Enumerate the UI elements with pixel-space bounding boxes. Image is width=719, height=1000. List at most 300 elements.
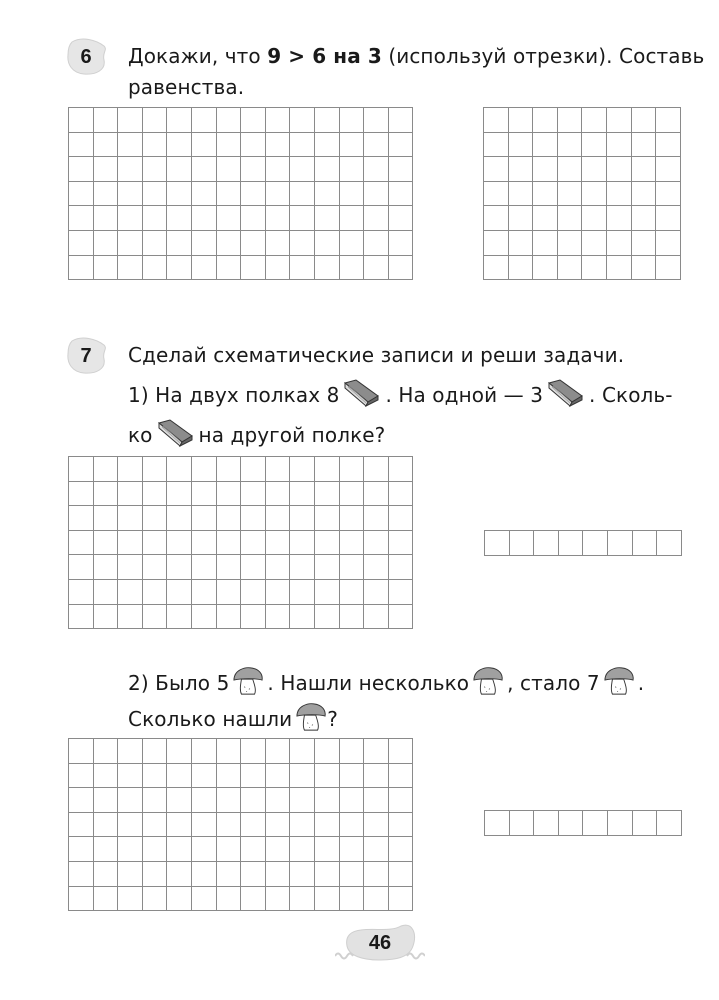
- grid-cell[interactable]: [167, 133, 192, 158]
- grid-cell[interactable]: [389, 837, 414, 862]
- grid-cell[interactable]: [69, 788, 94, 813]
- grid-cell[interactable]: [266, 108, 291, 133]
- grid-cell[interactable]: [582, 206, 607, 231]
- grid-cell[interactable]: [143, 482, 168, 507]
- grid-cell[interactable]: [217, 764, 242, 789]
- grid-cell[interactable]: [656, 133, 681, 158]
- grid-cell[interactable]: [608, 811, 633, 836]
- grid-cell[interactable]: [389, 231, 414, 256]
- grid-cell[interactable]: [118, 862, 143, 887]
- grid-cell[interactable]: [534, 811, 559, 836]
- grid-cell[interactable]: [558, 256, 583, 281]
- grid-cell[interactable]: [533, 256, 558, 281]
- grid-cell[interactable]: [266, 457, 291, 482]
- grid-cell[interactable]: [69, 206, 94, 231]
- drawing-grid[interactable]: [68, 107, 413, 280]
- grid-cell[interactable]: [69, 813, 94, 838]
- grid-cell[interactable]: [69, 256, 94, 281]
- grid-cell[interactable]: [143, 764, 168, 789]
- grid-cell[interactable]: [582, 157, 607, 182]
- grid-cell[interactable]: [290, 457, 315, 482]
- grid-cell[interactable]: [389, 482, 414, 507]
- grid-cell[interactable]: [533, 182, 558, 207]
- grid-cell[interactable]: [94, 157, 119, 182]
- grid-cell[interactable]: [241, 182, 266, 207]
- grid-cell[interactable]: [607, 256, 632, 281]
- grid-cell[interactable]: [94, 862, 119, 887]
- grid-cell[interactable]: [143, 506, 168, 531]
- grid-cell[interactable]: [266, 862, 291, 887]
- grid-cell[interactable]: [632, 133, 657, 158]
- grid-cell[interactable]: [241, 206, 266, 231]
- grid-cell[interactable]: [340, 887, 365, 912]
- grid-cell[interactable]: [315, 887, 340, 912]
- grid-cell[interactable]: [290, 157, 315, 182]
- grid-cell[interactable]: [340, 182, 365, 207]
- grid-cell[interactable]: [582, 256, 607, 281]
- grid-cell[interactable]: [241, 506, 266, 531]
- drawing-grid[interactable]: [483, 107, 681, 280]
- grid-cell[interactable]: [192, 605, 217, 630]
- grid-cell[interactable]: [94, 531, 119, 556]
- grid-cell[interactable]: [340, 133, 365, 158]
- grid-cell[interactable]: [167, 182, 192, 207]
- grid-cell[interactable]: [389, 108, 414, 133]
- grid-cell[interactable]: [167, 531, 192, 556]
- grid-cell[interactable]: [118, 580, 143, 605]
- grid-cell[interactable]: [389, 788, 414, 813]
- grid-cell[interactable]: [364, 605, 389, 630]
- grid-cell[interactable]: [266, 739, 291, 764]
- grid-cell[interactable]: [559, 531, 584, 556]
- grid-cell[interactable]: [217, 506, 242, 531]
- grid-cell[interactable]: [143, 862, 168, 887]
- grid-cell[interactable]: [94, 482, 119, 507]
- grid-cell[interactable]: [364, 457, 389, 482]
- grid-cell[interactable]: [94, 739, 119, 764]
- grid-cell[interactable]: [364, 133, 389, 158]
- grid-cell[interactable]: [389, 531, 414, 556]
- grid-cell[interactable]: [192, 256, 217, 281]
- grid-cell[interactable]: [167, 788, 192, 813]
- grid-cell[interactable]: [315, 206, 340, 231]
- grid-cell[interactable]: [533, 133, 558, 158]
- grid-cell[interactable]: [389, 862, 414, 887]
- grid-cell[interactable]: [94, 256, 119, 281]
- grid-cell[interactable]: [364, 788, 389, 813]
- grid-cell[interactable]: [290, 231, 315, 256]
- grid-cell[interactable]: [558, 157, 583, 182]
- grid-cell[interactable]: [484, 206, 509, 231]
- grid-cell[interactable]: [192, 206, 217, 231]
- grid-cell[interactable]: [143, 531, 168, 556]
- grid-cell[interactable]: [389, 206, 414, 231]
- grid-cell[interactable]: [364, 182, 389, 207]
- grid-cell[interactable]: [364, 887, 389, 912]
- grid-cell[interactable]: [118, 256, 143, 281]
- grid-cell[interactable]: [143, 157, 168, 182]
- grid-cell[interactable]: [217, 457, 242, 482]
- grid-cell[interactable]: [118, 764, 143, 789]
- grid-cell[interactable]: [340, 457, 365, 482]
- grid-cell[interactable]: [656, 206, 681, 231]
- grid-cell[interactable]: [558, 182, 583, 207]
- grid-cell[interactable]: [94, 788, 119, 813]
- grid-cell[interactable]: [241, 580, 266, 605]
- grid-cell[interactable]: [607, 182, 632, 207]
- grid-cell[interactable]: [118, 531, 143, 556]
- grid-cell[interactable]: [192, 555, 217, 580]
- grid-cell[interactable]: [290, 531, 315, 556]
- grid-cell[interactable]: [192, 764, 217, 789]
- grid-cell[interactable]: [69, 506, 94, 531]
- grid-cell[interactable]: [192, 482, 217, 507]
- grid-cell[interactable]: [389, 555, 414, 580]
- grid-cell[interactable]: [290, 580, 315, 605]
- grid-cell[interactable]: [389, 157, 414, 182]
- grid-cell[interactable]: [389, 887, 414, 912]
- grid-cell[interactable]: [266, 555, 291, 580]
- grid-cell[interactable]: [632, 231, 657, 256]
- grid-cell[interactable]: [118, 133, 143, 158]
- grid-cell[interactable]: [217, 531, 242, 556]
- grid-cell[interactable]: [167, 813, 192, 838]
- grid-cell[interactable]: [558, 206, 583, 231]
- grid-cell[interactable]: [192, 108, 217, 133]
- grid-cell[interactable]: [94, 813, 119, 838]
- grid-cell[interactable]: [509, 108, 534, 133]
- grid-cell[interactable]: [315, 813, 340, 838]
- grid-cell[interactable]: [364, 531, 389, 556]
- grid-cell[interactable]: [266, 887, 291, 912]
- grid-cell[interactable]: [192, 788, 217, 813]
- grid-cell[interactable]: [607, 206, 632, 231]
- grid-cell[interactable]: [510, 811, 535, 836]
- grid-cell[interactable]: [657, 531, 682, 556]
- grid-cell[interactable]: [509, 206, 534, 231]
- grid-cell[interactable]: [69, 231, 94, 256]
- grid-cell[interactable]: [167, 457, 192, 482]
- grid-cell[interactable]: [217, 605, 242, 630]
- grid-cell[interactable]: [582, 182, 607, 207]
- grid-cell[interactable]: [118, 457, 143, 482]
- grid-cell[interactable]: [118, 157, 143, 182]
- grid-cell[interactable]: [533, 108, 558, 133]
- grid-cell[interactable]: [315, 739, 340, 764]
- grid-cell[interactable]: [118, 887, 143, 912]
- grid-cell[interactable]: [94, 108, 119, 133]
- grid-cell[interactable]: [118, 206, 143, 231]
- grid-cell[interactable]: [266, 182, 291, 207]
- grid-cell[interactable]: [315, 506, 340, 531]
- grid-cell[interactable]: [217, 256, 242, 281]
- grid-cell[interactable]: [509, 157, 534, 182]
- grid-cell[interactable]: [290, 813, 315, 838]
- grid-cell[interactable]: [94, 133, 119, 158]
- grid-cell[interactable]: [290, 605, 315, 630]
- grid-cell[interactable]: [217, 788, 242, 813]
- grid-cell[interactable]: [118, 605, 143, 630]
- grid-cell[interactable]: [69, 605, 94, 630]
- grid-cell[interactable]: [656, 256, 681, 281]
- grid-cell[interactable]: [582, 231, 607, 256]
- grid-cell[interactable]: [266, 157, 291, 182]
- grid-cell[interactable]: [656, 108, 681, 133]
- grid-cell[interactable]: [583, 531, 608, 556]
- grid-cell[interactable]: [217, 182, 242, 207]
- grid-cell[interactable]: [389, 605, 414, 630]
- grid-cell[interactable]: [94, 887, 119, 912]
- grid-cell[interactable]: [340, 531, 365, 556]
- grid-cell[interactable]: [167, 862, 192, 887]
- grid-cell[interactable]: [266, 764, 291, 789]
- grid-cell[interactable]: [364, 580, 389, 605]
- grid-cell[interactable]: [167, 605, 192, 630]
- grid-cell[interactable]: [266, 482, 291, 507]
- grid-cell[interactable]: [533, 157, 558, 182]
- grid-cell[interactable]: [484, 157, 509, 182]
- answer-boxes[interactable]: [484, 530, 682, 556]
- grid-cell[interactable]: [167, 256, 192, 281]
- grid-cell[interactable]: [290, 788, 315, 813]
- grid-cell[interactable]: [241, 605, 266, 630]
- grid-cell[interactable]: [389, 182, 414, 207]
- grid-cell[interactable]: [167, 482, 192, 507]
- grid-cell[interactable]: [534, 531, 559, 556]
- grid-cell[interactable]: [364, 764, 389, 789]
- grid-cell[interactable]: [559, 811, 584, 836]
- grid-cell[interactable]: [484, 182, 509, 207]
- grid-cell[interactable]: [192, 157, 217, 182]
- grid-cell[interactable]: [340, 108, 365, 133]
- grid-cell[interactable]: [118, 813, 143, 838]
- grid-cell[interactable]: [290, 555, 315, 580]
- grid-cell[interactable]: [69, 182, 94, 207]
- grid-cell[interactable]: [340, 506, 365, 531]
- grid-cell[interactable]: [143, 788, 168, 813]
- grid-cell[interactable]: [143, 256, 168, 281]
- grid-cell[interactable]: [607, 108, 632, 133]
- grid-cell[interactable]: [484, 256, 509, 281]
- grid-cell[interactable]: [118, 739, 143, 764]
- grid-cell[interactable]: [633, 531, 658, 556]
- grid-cell[interactable]: [364, 837, 389, 862]
- grid-cell[interactable]: [217, 157, 242, 182]
- grid-cell[interactable]: [340, 764, 365, 789]
- grid-cell[interactable]: [656, 182, 681, 207]
- grid-cell[interactable]: [118, 788, 143, 813]
- grid-cell[interactable]: [94, 231, 119, 256]
- grid-cell[interactable]: [364, 482, 389, 507]
- grid-cell[interactable]: [241, 887, 266, 912]
- grid-cell[interactable]: [389, 506, 414, 531]
- grid-cell[interactable]: [657, 811, 682, 836]
- grid-cell[interactable]: [69, 580, 94, 605]
- grid-cell[interactable]: [582, 108, 607, 133]
- grid-cell[interactable]: [315, 531, 340, 556]
- grid-cell[interactable]: [290, 482, 315, 507]
- grid-cell[interactable]: [217, 580, 242, 605]
- grid-cell[interactable]: [94, 605, 119, 630]
- grid-cell[interactable]: [217, 108, 242, 133]
- grid-cell[interactable]: [241, 555, 266, 580]
- grid-cell[interactable]: [69, 862, 94, 887]
- grid-cell[interactable]: [192, 887, 217, 912]
- grid-cell[interactable]: [118, 182, 143, 207]
- answer-boxes[interactable]: [484, 810, 682, 836]
- grid-cell[interactable]: [266, 788, 291, 813]
- grid-cell[interactable]: [389, 739, 414, 764]
- grid-cell[interactable]: [364, 157, 389, 182]
- grid-cell[interactable]: [241, 457, 266, 482]
- grid-cell[interactable]: [94, 764, 119, 789]
- grid-cell[interactable]: [192, 231, 217, 256]
- grid-cell[interactable]: [315, 764, 340, 789]
- grid-cell[interactable]: [192, 813, 217, 838]
- grid-cell[interactable]: [315, 605, 340, 630]
- grid-cell[interactable]: [192, 182, 217, 207]
- grid-cell[interactable]: [583, 811, 608, 836]
- grid-cell[interactable]: [118, 837, 143, 862]
- grid-cell[interactable]: [217, 482, 242, 507]
- grid-cell[interactable]: [656, 157, 681, 182]
- grid-cell[interactable]: [143, 182, 168, 207]
- grid-cell[interactable]: [509, 133, 534, 158]
- grid-cell[interactable]: [510, 531, 535, 556]
- grid-cell[interactable]: [340, 580, 365, 605]
- grid-cell[interactable]: [118, 555, 143, 580]
- grid-cell[interactable]: [143, 605, 168, 630]
- grid-cell[interactable]: [217, 206, 242, 231]
- grid-cell[interactable]: [290, 837, 315, 862]
- grid-cell[interactable]: [533, 206, 558, 231]
- grid-cell[interactable]: [389, 457, 414, 482]
- grid-cell[interactable]: [315, 108, 340, 133]
- grid-cell[interactable]: [241, 739, 266, 764]
- grid-cell[interactable]: [315, 256, 340, 281]
- grid-cell[interactable]: [69, 764, 94, 789]
- grid-cell[interactable]: [94, 555, 119, 580]
- grid-cell[interactable]: [315, 555, 340, 580]
- grid-cell[interactable]: [315, 182, 340, 207]
- grid-cell[interactable]: [69, 133, 94, 158]
- grid-cell[interactable]: [69, 837, 94, 862]
- grid-cell[interactable]: [290, 256, 315, 281]
- grid-cell[interactable]: [558, 133, 583, 158]
- grid-cell[interactable]: [217, 133, 242, 158]
- grid-cell[interactable]: [69, 739, 94, 764]
- grid-cell[interactable]: [94, 457, 119, 482]
- grid-cell[interactable]: [509, 182, 534, 207]
- grid-cell[interactable]: [192, 580, 217, 605]
- grid-cell[interactable]: [485, 811, 510, 836]
- grid-cell[interactable]: [364, 506, 389, 531]
- grid-cell[interactable]: [656, 231, 681, 256]
- grid-cell[interactable]: [340, 482, 365, 507]
- grid-cell[interactable]: [389, 133, 414, 158]
- grid-cell[interactable]: [217, 837, 242, 862]
- grid-cell[interactable]: [167, 157, 192, 182]
- grid-cell[interactable]: [484, 133, 509, 158]
- grid-cell[interactable]: [315, 482, 340, 507]
- grid-cell[interactable]: [143, 580, 168, 605]
- grid-cell[interactable]: [94, 580, 119, 605]
- grid-cell[interactable]: [217, 813, 242, 838]
- grid-cell[interactable]: [241, 788, 266, 813]
- grid-cell[interactable]: [143, 837, 168, 862]
- grid-cell[interactable]: [290, 862, 315, 887]
- grid-cell[interactable]: [389, 764, 414, 789]
- grid-cell[interactable]: [607, 133, 632, 158]
- grid-cell[interactable]: [217, 739, 242, 764]
- grid-cell[interactable]: [266, 531, 291, 556]
- grid-cell[interactable]: [633, 811, 658, 836]
- grid-cell[interactable]: [364, 108, 389, 133]
- grid-cell[interactable]: [167, 108, 192, 133]
- grid-cell[interactable]: [290, 739, 315, 764]
- grid-cell[interactable]: [167, 506, 192, 531]
- grid-cell[interactable]: [364, 231, 389, 256]
- grid-cell[interactable]: [364, 206, 389, 231]
- grid-cell[interactable]: [340, 605, 365, 630]
- grid-cell[interactable]: [315, 837, 340, 862]
- grid-cell[interactable]: [94, 206, 119, 231]
- grid-cell[interactable]: [364, 256, 389, 281]
- grid-cell[interactable]: [69, 531, 94, 556]
- grid-cell[interactable]: [69, 457, 94, 482]
- grid-cell[interactable]: [315, 862, 340, 887]
- grid-cell[interactable]: [167, 887, 192, 912]
- grid-cell[interactable]: [94, 837, 119, 862]
- grid-cell[interactable]: [340, 256, 365, 281]
- grid-cell[interactable]: [167, 764, 192, 789]
- grid-cell[interactable]: [69, 887, 94, 912]
- grid-cell[interactable]: [582, 133, 607, 158]
- grid-cell[interactable]: [485, 531, 510, 556]
- grid-cell[interactable]: [118, 506, 143, 531]
- grid-cell[interactable]: [167, 206, 192, 231]
- grid-cell[interactable]: [217, 887, 242, 912]
- grid-cell[interactable]: [167, 231, 192, 256]
- grid-cell[interactable]: [69, 157, 94, 182]
- grid-cell[interactable]: [192, 506, 217, 531]
- grid-cell[interactable]: [241, 531, 266, 556]
- grid-cell[interactable]: [389, 256, 414, 281]
- grid-cell[interactable]: [167, 580, 192, 605]
- grid-cell[interactable]: [192, 739, 217, 764]
- grid-cell[interactable]: [290, 108, 315, 133]
- grid-cell[interactable]: [340, 206, 365, 231]
- drawing-grid[interactable]: [68, 456, 413, 629]
- grid-cell[interactable]: [143, 813, 168, 838]
- grid-cell[interactable]: [192, 531, 217, 556]
- grid-cell[interactable]: [217, 862, 242, 887]
- grid-cell[interactable]: [118, 108, 143, 133]
- grid-cell[interactable]: [167, 739, 192, 764]
- grid-cell[interactable]: [608, 531, 633, 556]
- grid-cell[interactable]: [340, 739, 365, 764]
- grid-cell[interactable]: [143, 206, 168, 231]
- grid-cell[interactable]: [266, 256, 291, 281]
- grid-cell[interactable]: [192, 133, 217, 158]
- grid-cell[interactable]: [340, 157, 365, 182]
- grid-cell[interactable]: [241, 157, 266, 182]
- grid-cell[interactable]: [217, 555, 242, 580]
- grid-cell[interactable]: [509, 256, 534, 281]
- grid-cell[interactable]: [315, 457, 340, 482]
- grid-cell[interactable]: [290, 764, 315, 789]
- grid-cell[interactable]: [340, 788, 365, 813]
